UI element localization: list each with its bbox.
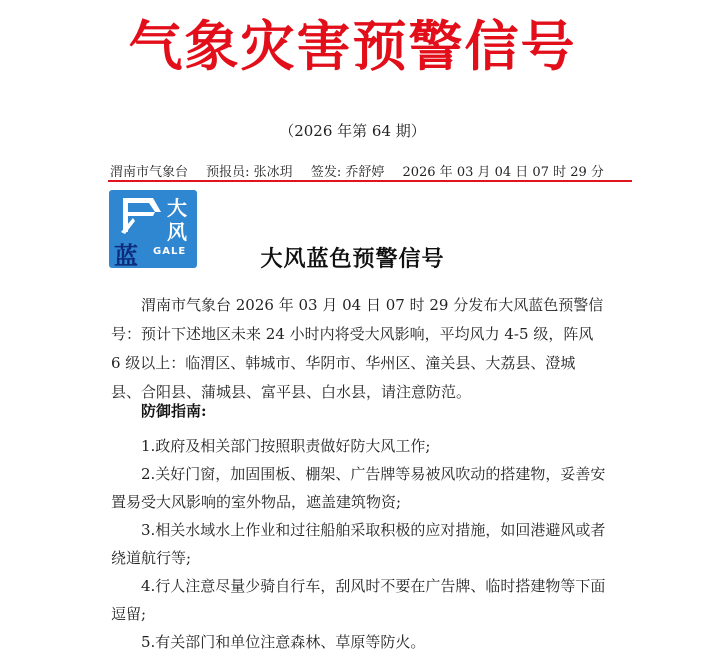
signal-title: 大风蓝色预警信号 xyxy=(260,247,445,272)
wind-flag-icon xyxy=(117,196,163,234)
icon-label-gale: GALE xyxy=(153,246,187,257)
guide-item: 1.政府及相关部门按照职责做好防大风工作; xyxy=(141,437,431,455)
issuer-meta-line xyxy=(110,161,630,180)
warning-paragraph: 渭南市气象台 2026 年 03 月 04 日 07 时 29 分发布大风蓝色预警信号：预计下述地区未来 24 小时内将受大风影响，平均风力 4-5 级，阵风 6 级以上：临渭区、韩城市、华阴市、华州区、潼关县、大荔县、澄城县、合阳县、蒲城县、富平县、白水县，请注意防范。 xyxy=(111,296,604,401)
guide-item: 2.关好门窗，加固围板、棚架、广告牌等易被风吹动的搭建物，妥善安置易受大风影响的室外物品，遮盖建筑物资; xyxy=(111,465,606,511)
meta-signer: 签发: 乔舒婷 xyxy=(310,165,385,180)
meta-forecaster: 预报员: 张冰玥 xyxy=(206,165,293,180)
guide-item: 3.相关水域水上作业和过往船舶采取积极的应对措施，如回港避风或者绕道航行等; xyxy=(111,521,606,567)
guide-item: 5.有关部门和单位注意森林、草原等防火。 xyxy=(141,633,426,651)
meta-datetime: 2026 年 03 月 04 日 07 时 29 分 xyxy=(402,165,604,180)
document-header-title: 气象灾害预警信号 xyxy=(128,14,577,78)
icon-char-blue: 蓝 xyxy=(114,242,138,268)
defense-guide-title: 防御指南: xyxy=(141,402,207,420)
issue-number: （2026 年第 64 期） xyxy=(279,122,426,140)
header-divider-rule xyxy=(108,180,632,182)
meta-office: 渭南市气象台 xyxy=(110,165,189,180)
icon-char-feng: 风 xyxy=(167,220,187,244)
guide-item: 4.行人注意尽量少骑自行车，刮风时不要在广告牌、临时搭建物等下面逗留; xyxy=(111,577,606,623)
defense-guide-list xyxy=(111,432,611,656)
icon-char-da: 大 xyxy=(167,196,187,220)
warning-body xyxy=(111,291,605,407)
